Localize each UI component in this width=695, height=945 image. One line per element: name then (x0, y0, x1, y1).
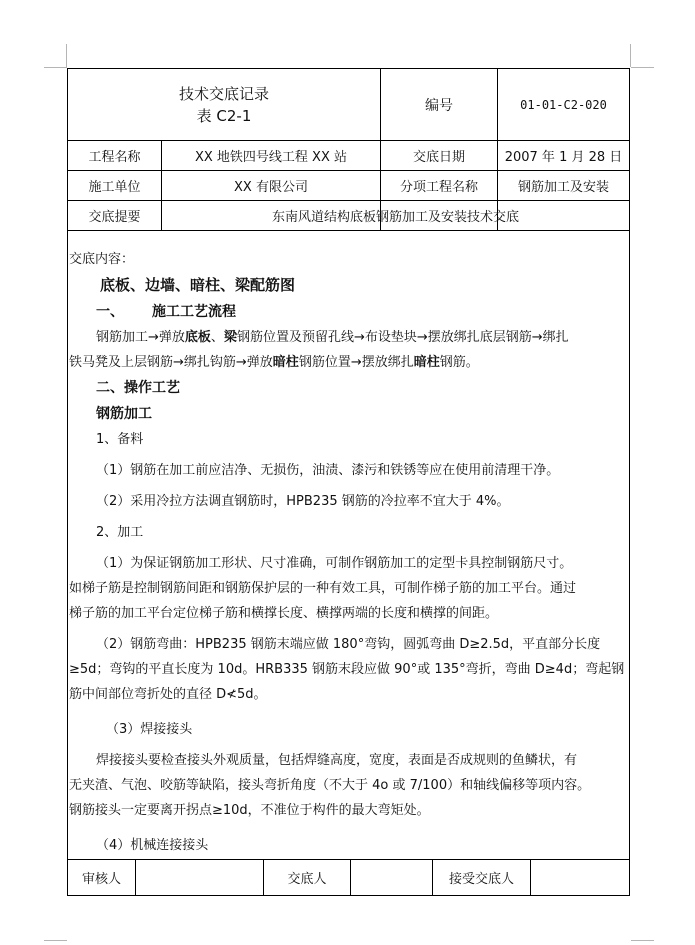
disclosure-record-form (67, 68, 630, 896)
form-title (68, 69, 380, 140)
item-2-p2-line-3: 筋中间部位弯折处的直径 D≮5d。 (69, 687, 267, 702)
section-2-heading: 二、操作工艺 (96, 380, 180, 396)
item-2-p1-line-1: （1）为保证钢筋加工形状、尺寸准确，可制作钢筋加工的定型卡具控制钢筋尺寸。 (96, 556, 573, 571)
construction-unit-label: 施工单位 (88, 180, 141, 195)
subproject-name-label: 分项工程名称 (399, 180, 478, 195)
summary-value: 东南风道结构底板钢筋加工及安装技术交底 (271, 210, 519, 225)
content-intro: 交底内容： (69, 252, 135, 267)
summary-label: 交底提要 (88, 210, 141, 225)
receiver-signature-field (531, 860, 629, 895)
discloser-signature-field (351, 860, 432, 895)
form-title-main: 技术交底记录 (178, 84, 269, 103)
item-2-p3-line-3: 钢筋接头一定要离开拐点≥10d，不准位于构件的最大弯矩处。 (69, 803, 430, 818)
item-2-p2-line-2: ≥5d；弯钩的平直长度为 10d。HRB335 钢筋末段应做 90°或 135°弯折，弯曲 D≥4d；弯起钢 (69, 662, 625, 677)
crop-mark-top-left-v (66, 44, 67, 67)
item-2-p1-line-3: 梯子筋的加工平台定位梯子筋和横撑长度、横撑两端的长度和横撑的间距。 (69, 606, 499, 621)
reviewer-signature-field (136, 860, 263, 895)
section-1-heading (68, 299, 629, 325)
item-2-p1-line-2: 如梯子筋是控制钢筋间距和钢筋保护层的一种有效工具，可制作梯子筋的加工平台。通过 (69, 581, 577, 596)
flow-line-1: 钢筋加工→弹放底板、梁钢筋位置及预留孔线→布设垫块→摆放绑扎底层钢筋→绑扎 (96, 330, 569, 345)
disclosure-date-label: 交底日期 (412, 150, 465, 165)
item-1-heading: 1、备料 (96, 432, 144, 447)
crop-mark-top-left-h (44, 67, 67, 68)
item-1-paragraph-1: （1）钢筋在加工前应洁净、无损伤，油渍、漆污和铁锈等应在使用前清理干净。 (96, 463, 560, 478)
project-name-label: 工程名称 (88, 150, 141, 165)
crop-mark-bottom-left-h (44, 940, 67, 941)
discloser-label: 交底人 (287, 872, 327, 887)
rebar-processing-heading: 钢筋加工 (96, 406, 152, 422)
item-2-p3-line-2: 无夹渣、气泡、咬筋等缺陷，接头弯折角度（不大于 4o 或 7/100）和轴线偏移等项内容。 (69, 778, 591, 793)
section-1-number: 一、 (96, 304, 124, 320)
flow-line-2: 铁马凳及上层钢筋→绑扎钩筋→弹放暗柱钢筋位置→摆放绑扎暗柱钢筋。 (69, 355, 479, 370)
number-label: 编号 (425, 97, 453, 114)
subproject-name-value: 钢筋加工及安装 (517, 180, 609, 195)
main-title: 底板、边墙、暗柱、梁配筋图 (100, 276, 296, 294)
construction-unit-value: XX 有限公司 (234, 180, 308, 195)
item-2-p3-heading: （3）焊接接头 (106, 722, 193, 737)
disclosure-date-value: 2007 年 1 月 28 日 (504, 150, 623, 165)
reviewer-label: 审核人 (81, 872, 121, 887)
item-2-heading: 2、加工 (96, 525, 144, 540)
crop-mark-top-right-v (630, 44, 631, 67)
item-2-p4-heading: （4）机械连接接头 (96, 838, 209, 853)
section-1-title: 施工工艺流程 (152, 304, 236, 320)
item-2-p3-line-1: 焊接接头要检查接头外观质量，包括焊缝高度，宽度，表面是否成规则的鱼鳞状，有 (96, 753, 578, 768)
receiver-label: 接受交底人 (448, 872, 514, 887)
item-1-paragraph-2: （2）采用冷拉方法调直钢筋时，HPB235 钢筋的冷拉率不宜大于 4%。 (96, 494, 510, 509)
crop-mark-top-right-h (631, 67, 654, 68)
number-value: 01-01-C2-020 (520, 97, 607, 112)
disclosure-content (68, 247, 629, 858)
item-2-p2-line-1: （2）钢筋弯曲：HPB235 钢筋末端应做 180°弯钩，圆弧弯曲 D≥2.5d，平直部分长度 (96, 637, 601, 652)
project-name-value: XX 地铁四号线工程 XX 站 (194, 150, 348, 165)
crop-mark-bottom-right-h (631, 940, 654, 941)
form-title-code: 表 C2-1 (196, 106, 252, 125)
